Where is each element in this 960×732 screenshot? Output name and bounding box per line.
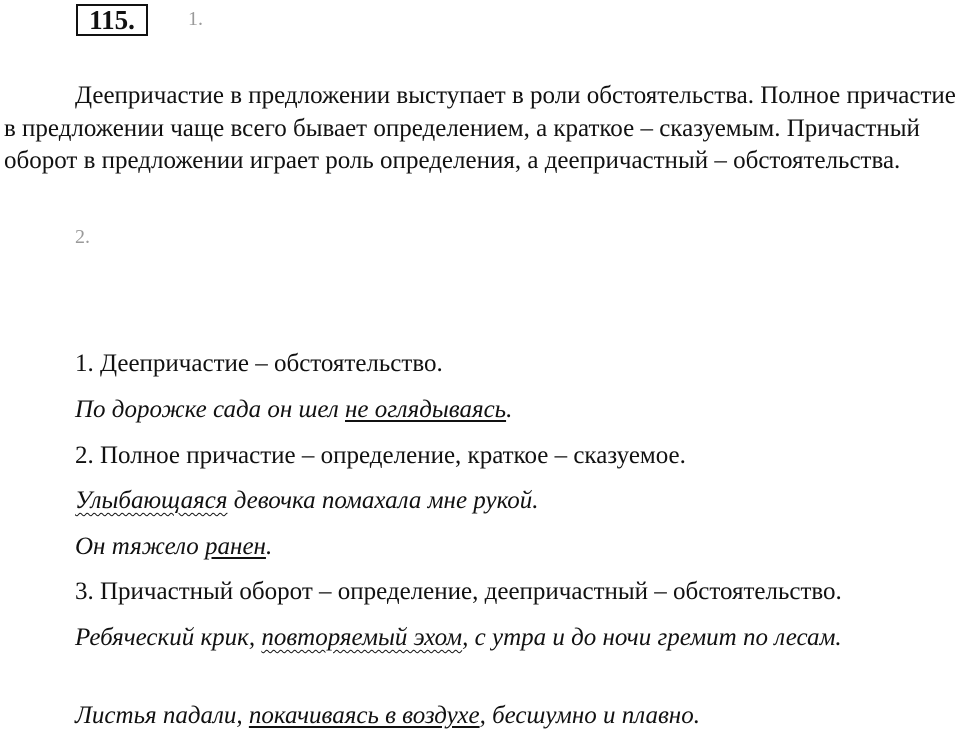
example-1-underlined: не оглядываясь	[345, 396, 507, 423]
item-heading-3: 3. Причастный оборот – определение, деепричастный – обстоятельство.	[75, 578, 842, 605]
example-3-text: Он тяжело	[75, 533, 206, 560]
item-heading-1: 1. Деепричастие – обстоятельство.	[75, 350, 443, 377]
section-number-2: 2.	[75, 226, 90, 248]
example-4	[4, 621, 960, 654]
example-5-end: , бесшумно и плавно.	[479, 702, 700, 729]
example-3	[0, 532, 960, 562]
section-number-1: 1.	[188, 8, 203, 30]
example-5	[0, 701, 960, 731]
exercise-number: 115.	[76, 4, 148, 36]
theory-paragraph: Деепричастие в предложении выступает в роли обстоятельства. Полное причастие в предложении чаще всего бывает определением, а краткое – сказуемым. Причастный оборот в предложении играет роль определения, а деепричастный – обстоятельства.	[4, 82, 956, 174]
example-1	[0, 395, 960, 425]
example-2-underlined: Улыбающаяся	[75, 487, 228, 514]
example-3-underlined: ранен	[205, 533, 266, 560]
example-2-text: девочка помахала мне рукой.	[227, 487, 539, 514]
example-4-text: Ребяческий крик,	[75, 624, 262, 651]
example-4-underlined: повторяемый эхом	[261, 624, 463, 651]
example-5-underlined: покачиваясь в воздухе	[248, 702, 480, 729]
item-heading-2: 2. Полное причастие – определение, краткое – сказуемое.	[75, 442, 686, 469]
example-2	[0, 486, 960, 516]
example-3-end: .	[265, 533, 273, 560]
example-4-end: , с утра и до ночи гремит по лесам.	[462, 624, 842, 651]
example-1-end: .	[506, 396, 513, 423]
example-5-text: Листья падали,	[75, 702, 249, 729]
example-1-text: По дорожке сада он шел	[75, 396, 345, 423]
